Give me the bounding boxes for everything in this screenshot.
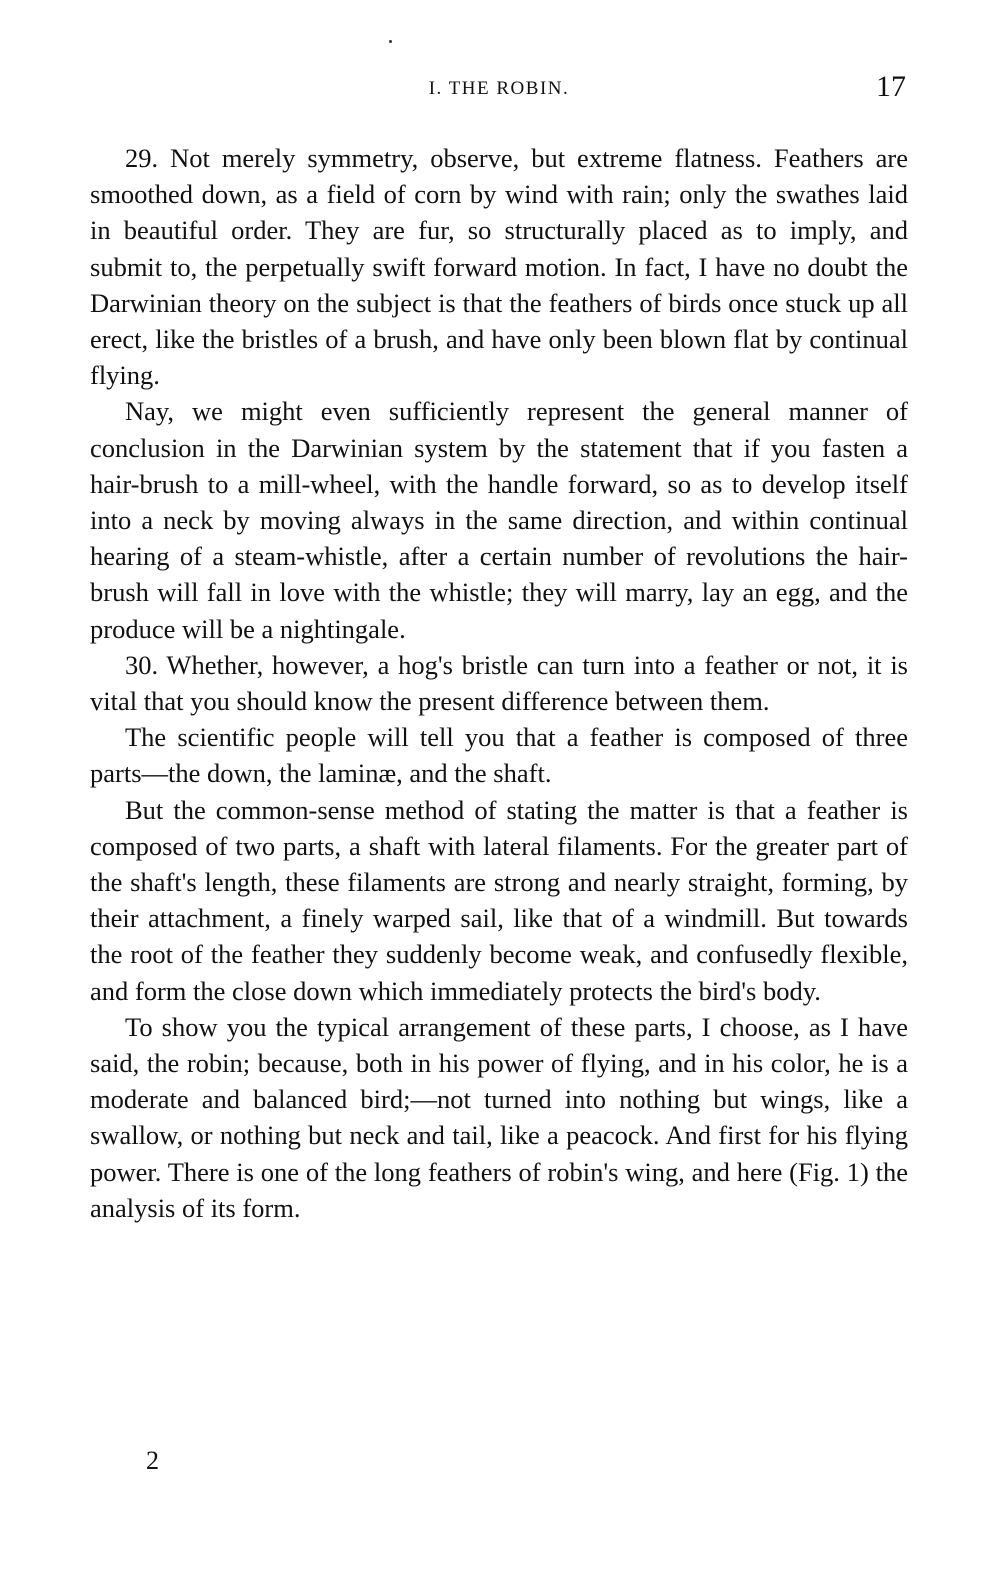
paragraph-29: 29. Not merely symmetry, observe, but extreme flatness. Feathers are smoothed down, as a field of corn by wind with rain; only the swathes laid in beautiful order. They are fur, so structurally placed as to imply, and submit to, the perpetually swift forward motion. In fact, I have no doubt the Darwinian theory on the subject is that the feathers of birds once stuck up all erect, like the bristles of a brush, and have only been blown flat by continual flying. [90, 143, 908, 391]
paragraph-darwinian-system: Nay, we might even sufficiently represent the general manner of conclusion in the Darwinian system by the statement that if you fasten a hair-brush to a mill-wheel, with the handle forward, so as to develop itself into a neck by moving always in the same direction, and within continual hearing of a steam-whistle, after a certain number of revolutions the hair-brush will fall in love with the whistle; they will marry, lay an egg, and the produce will be a nightingale. [90, 396, 908, 644]
signature-mark: 2 [146, 1446, 159, 1475]
running-title: I. THE ROBIN. [428, 78, 570, 99]
paragraph-30: 30. Whether, however, a hog's bristle can turn into a feather or not, it is vital that you should know the present difference between them. [90, 649, 908, 717]
paragraph-typical-arrangement: To show you the typical arrangement of these parts, I choose, as I have said, the robin; because, both in his power of flying, and in his color, he is a moderate and balanced bird;—not turned into nothing but wings, like a swallow, or nothing but neck and tail, like a peacock. And first for his flying power. There is one of the long feathers of robin's wing, and here (Fig. 1) the analysis of its form. [90, 1011, 908, 1223]
paragraph-scientific-people: The scientific people will tell you that a feather is composed of three parts—the down, the laminæ, and the shaft. [90, 722, 908, 789]
paragraph-common-sense: But the common-sense method of stating the matter is that a feather is composed of two parts, a shaft with lateral filaments. For the greater part of the shaft's length, these filaments are strong and nearly straight, forming, by their attachment, a finely warped sail, like that of a windmill. But towards the root of the feather they suddenly become weak, and confusedly flexible, and form the close down which immediately protects the bird's body. [90, 794, 908, 1006]
body-text [90, 140, 908, 1226]
page-header [90, 70, 908, 110]
page-number: 17 [876, 70, 906, 103]
page-speck [389, 40, 392, 43]
